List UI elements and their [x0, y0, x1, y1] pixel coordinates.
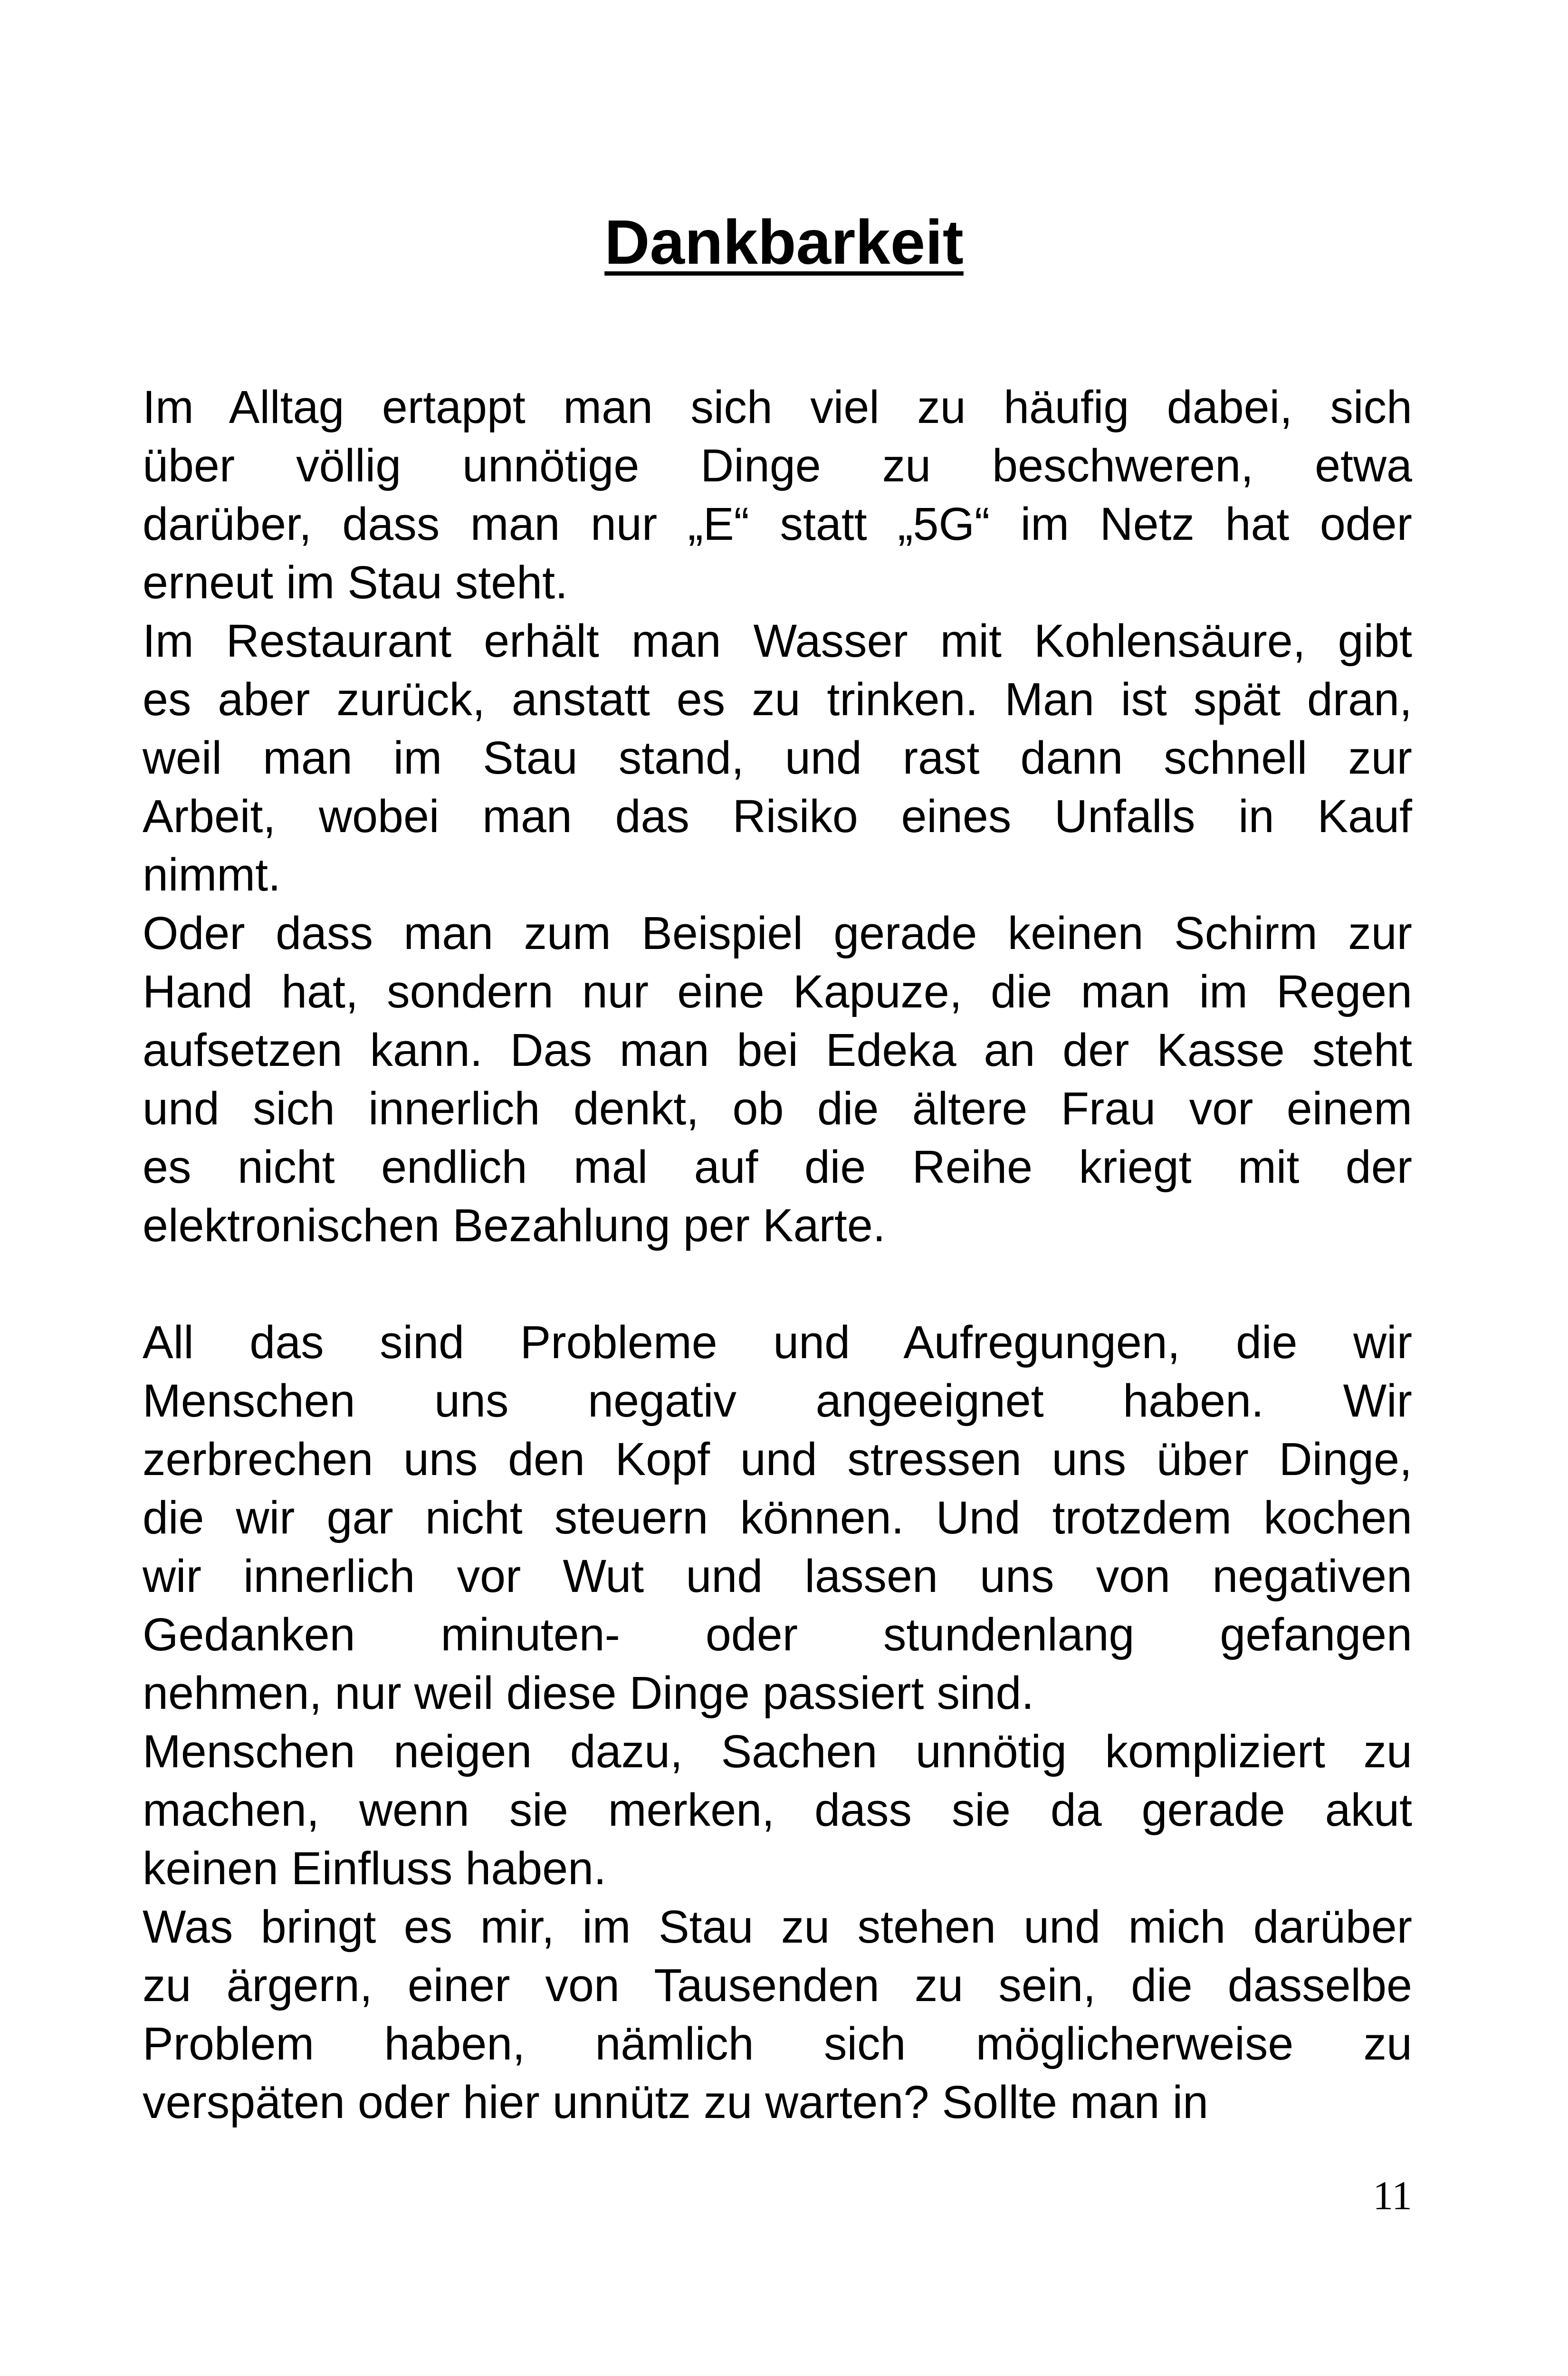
text-line: Was bringt es mir, im Stau zu stehen und mich darüber: [143, 1901, 1412, 1953]
page-number: 11: [1373, 2173, 1412, 2218]
chapter-title: [0, 204, 1568, 280]
text-line: Menschen neigen dazu, Sachen unnötig kompliziert zu: [143, 1725, 1412, 1777]
text-line: Im Restaurant erhält man Wasser mit Kohlensäure, gibt: [143, 615, 1412, 667]
text-line: Menschen uns negativ angeeignet haben. Wir: [143, 1375, 1412, 1427]
text-line: Problem haben, nämlich sich möglicherweise zu: [143, 2018, 1412, 2069]
text-line: die wir gar nicht steuern können. Und trotzdem kochen: [143, 1492, 1412, 1543]
text-line: aufsetzen kann. Das man bei Edeka an der Kasse steht: [143, 1024, 1412, 1076]
text-line: nehmen, nur weil diese Dinge passiert sind.: [143, 1667, 1034, 1719]
text-line: All das sind Probleme und Aufregungen, die wir: [143, 1316, 1412, 1368]
text-line: darüber, dass man nur „E“ statt „5G“ im Netz hat oder: [143, 498, 1412, 550]
paragraph-spacer: [143, 1255, 1412, 1313]
text-line: zu ärgern, einer von Tausenden zu sein, die dasselbe: [143, 1959, 1412, 2011]
paragraph: [143, 904, 1412, 1255]
text-line: es nicht endlich mal auf die Reihe kriegt mit der: [143, 1141, 1412, 1193]
text-line: Gedanken minuten- oder stundenlang gefangen: [143, 1609, 1412, 1660]
text-line: Hand hat, sondern nur eine Kapuze, die man im Regen: [143, 966, 1412, 1017]
text-line: wir innerlich vor Wut und lassen uns von negativen: [143, 1550, 1412, 1602]
text-line: nimmt.: [143, 849, 281, 901]
text-line: keinen Einfluss haben.: [143, 1842, 607, 1894]
text-line: weil man im Stau stand, und rast dann schnell zur: [143, 732, 1412, 784]
paragraph: [143, 378, 1412, 612]
text-line: es aber zurück, anstatt es zu trinken. Man ist spät dran,: [143, 673, 1412, 725]
text-line: erneut im Stau steht.: [143, 556, 568, 608]
body-text: [143, 378, 1412, 2131]
text-line: elektronischen Bezahlung per Karte.: [143, 1199, 886, 1251]
paragraph: [143, 1313, 1412, 1722]
text-line: Im Alltag ertappt man sich viel zu häufig dabei, sich: [143, 381, 1412, 433]
text-line: Oder dass man zum Beispiel gerade keinen Schirm zur: [143, 907, 1412, 959]
text-line: und sich innerlich denkt, ob die ältere Frau vor einem: [143, 1083, 1412, 1134]
text-line: verspäten oder hier unnütz zu warten? Sollte man in: [143, 2076, 1209, 2128]
paragraph: [143, 612, 1412, 904]
chapter-title-text: Dankbarkeit: [604, 207, 964, 277]
text-line: Arbeit, wobei man das Risiko eines Unfalls in Kauf: [143, 790, 1412, 842]
text-line: zerbrechen uns den Kopf und stressen uns über Dinge,: [143, 1433, 1412, 1485]
paragraph: [143, 1722, 1412, 1897]
paragraph: [143, 1897, 1412, 2131]
text-line: machen, wenn sie merken, dass sie da gerade akut: [143, 1784, 1412, 1836]
text-line: über völlig unnötige Dinge zu beschweren, etwa: [143, 440, 1412, 491]
